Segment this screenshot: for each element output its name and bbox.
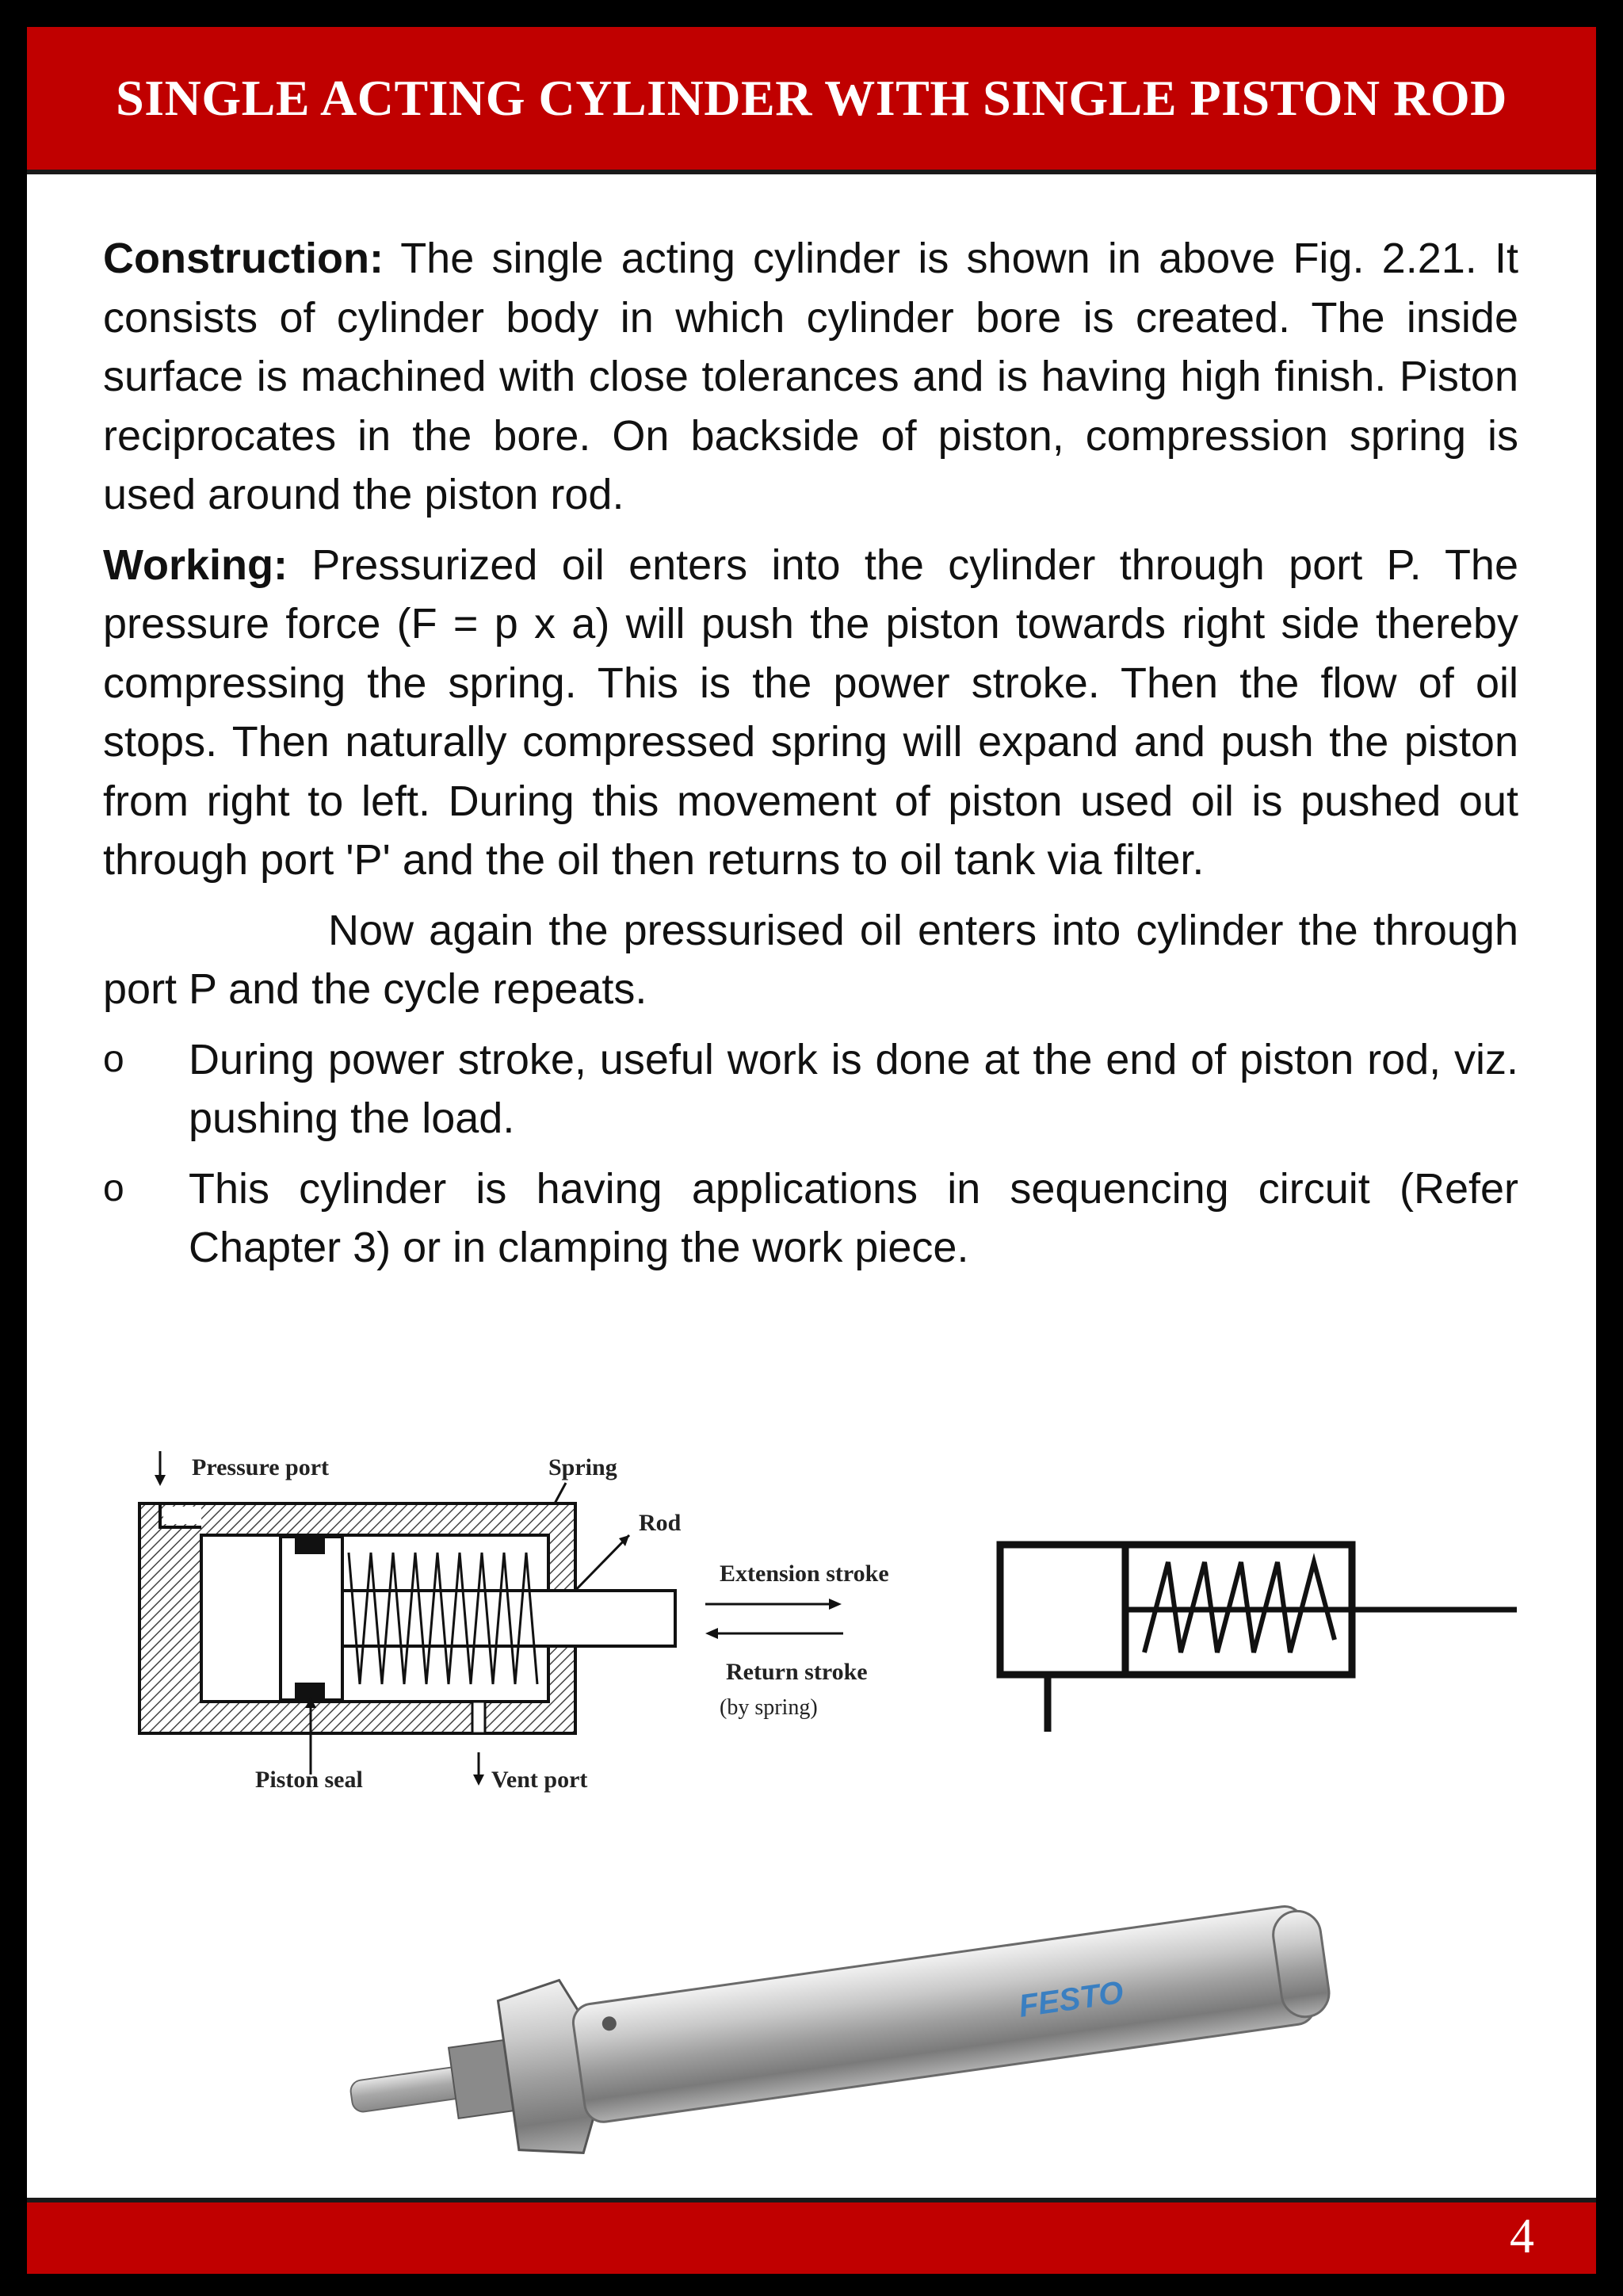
repeat-paragraph: Now again the pressurised oil enters into cylinder the through port P and the cycle repeats. bbox=[103, 906, 1518, 1013]
piston-seal-label: Piston seal bbox=[255, 1767, 363, 1793]
festo-logo: FESTO bbox=[1016, 1974, 1126, 2024]
by-spring-label: (by spring) bbox=[720, 1695, 818, 1720]
return-arrow bbox=[705, 1628, 843, 1639]
cylinder-diagram bbox=[106, 1442, 1533, 1814]
vent-port-indicator bbox=[473, 1752, 484, 1786]
page-number: 4 bbox=[1510, 2210, 1534, 2264]
construction-label: Construction: bbox=[103, 235, 384, 282]
extension-stroke-label: Extension stroke bbox=[720, 1561, 889, 1587]
bullet-item bbox=[103, 1159, 1518, 1278]
bullet-text: During power stroke, useful work is done at the end of piston rod, viz. pushing the load. bbox=[189, 1035, 1518, 1142]
working-paragraph bbox=[103, 536, 1518, 890]
bullet-marker: o bbox=[103, 1167, 124, 1209]
bullet-text: This cylinder is having applications in sequencing circuit (Refer Chapter 3) or in clamping the work piece. bbox=[189, 1164, 1518, 1271]
bullet-item bbox=[103, 1030, 1518, 1148]
construction-text: The single acting cylinder is shown in above Fig. 2.21. It consists of cylinder body in which cylinder bore is created. The inside surface is machined with close tolerances and is having high finish. Piston reciprocates in the bore. On backside of piston, compression spring is used around the piston rod. bbox=[103, 235, 1518, 518]
return-stroke-label: Return stroke bbox=[726, 1659, 868, 1685]
working-label: Working: bbox=[103, 541, 288, 589]
pressure-port-indicator bbox=[155, 1451, 166, 1486]
piston bbox=[281, 1537, 342, 1700]
extension-arrow bbox=[705, 1599, 842, 1610]
footer-banner bbox=[27, 2198, 1596, 2274]
construction-paragraph bbox=[103, 229, 1518, 525]
working-text: Pressurized oil enters into the cylinder through port P. The pressure force (F = p x a) will push the piston towards right side thereby compressing the spring. This is the power stroke. Then the flow of oil stops. Then naturally compressed spring will expand and push the piston from right to left. During this movement of piston used oil is pushed out through port 'P' and the oil then returns to oil tank via filter. bbox=[103, 541, 1518, 884]
pressure-port-label: Pressure port bbox=[192, 1454, 330, 1480]
page bbox=[27, 27, 1596, 2269]
piston-seal-top bbox=[295, 1537, 325, 1554]
bullet-marker: o bbox=[103, 1037, 124, 1080]
piston-seal-bottom bbox=[295, 1683, 325, 1700]
header-banner bbox=[27, 27, 1596, 174]
single-acting-cylinder-symbol bbox=[1000, 1545, 1517, 1732]
spring-label: Spring bbox=[548, 1454, 617, 1480]
content bbox=[103, 229, 1518, 1289]
page-title: SINGLE ACTING CYLINDER WITH SINGLE PISTON ROD bbox=[116, 70, 1507, 126]
photo-cylinder-body bbox=[571, 1904, 1317, 2124]
rod-label: Rod bbox=[639, 1510, 682, 1536]
vent-port-label: Vent port bbox=[491, 1767, 588, 1793]
cylinder-photo bbox=[328, 1858, 1358, 2159]
